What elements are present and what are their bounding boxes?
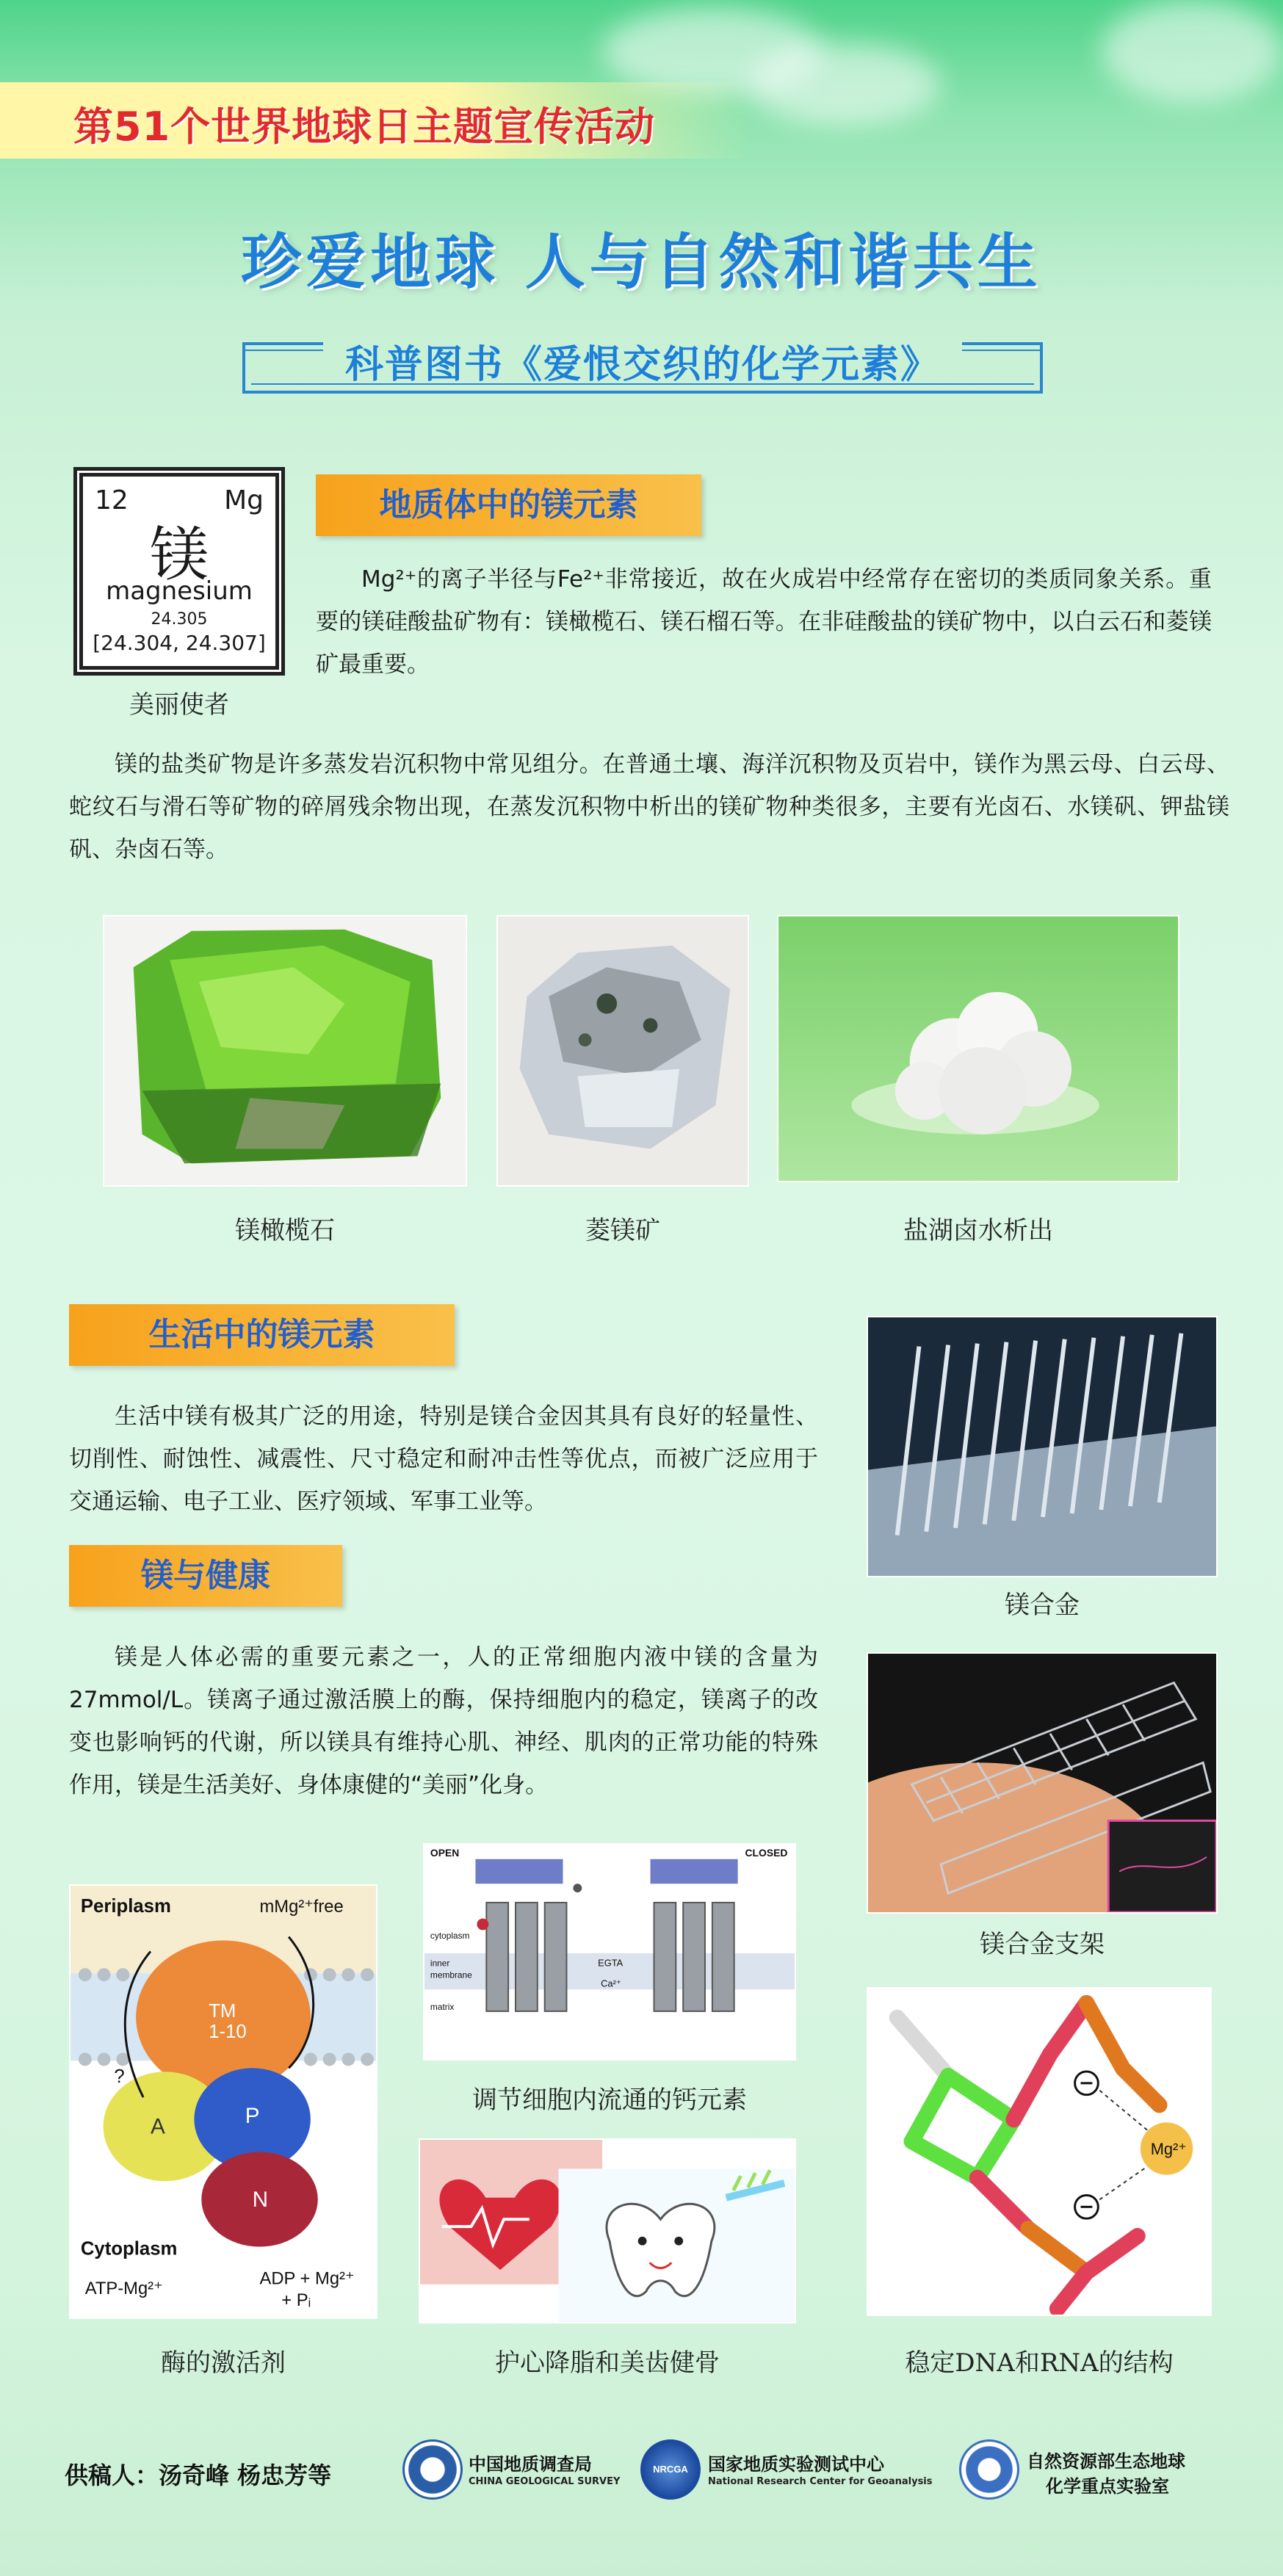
photo-caption: 菱镁矿: [585, 1216, 660, 1245]
label-matrix: matrix: [430, 2001, 455, 2012]
atomic-number: 12: [95, 485, 129, 515]
label-closed: CLOSED: [745, 1846, 788, 1859]
element-symbol: Mg: [224, 485, 264, 515]
alloy-caption: 镁合金: [1005, 1591, 1080, 1620]
label-inner: inner: [430, 1958, 450, 1969]
enzyme-caption: 酶的激活剂: [161, 2348, 286, 2378]
section-heading-health: [69, 1545, 342, 1607]
org-lab-name-line2: 化学重点实验室: [1046, 2476, 1169, 2497]
photo-caption: 镁橄榄石: [235, 1216, 335, 1245]
geology-paragraph-1: Mg²⁺的离子半径与Fe²⁺非常接近，故在火成岩中经常存在密切的类质同象关系。重要的镁硅酸盐矿物有：镁橄榄石、镁石榴石等。在非硅酸盐的镁矿物中，以白云石和菱镁矿最重要。: [316, 566, 1212, 678]
element-name: magnesium: [106, 576, 253, 606]
event-banner: [0, 82, 749, 159]
label-cytoplasm: Cytoplasm: [80, 2238, 178, 2260]
heart-teeth-caption: 护心降脂和美齿健骨: [495, 2348, 720, 2378]
section-heading-life: [69, 1304, 455, 1366]
org-nrcga-english: National Research Center for Geoanalysis: [708, 2476, 933, 2487]
label-domain-p: P: [245, 2103, 260, 2128]
label-egta: EGTA: [598, 1957, 624, 1969]
periodic-element-tile: [79, 473, 279, 670]
section-heading-text: 镁与健康: [141, 1557, 270, 1594]
subtitle-frame: [242, 323, 1043, 397]
page-subtitle: 科普图书《爱恨交织的化学元素》: [344, 343, 940, 387]
label-unknown: ?: [114, 2066, 125, 2088]
label-atp: ATP-Mg²⁺: [84, 2279, 163, 2299]
contributors: 供稿人：汤奇峰 杨忠芳等: [65, 2461, 332, 2489]
photo-alloy-stent: [867, 1652, 1218, 1914]
label-domain-n: N: [252, 2187, 269, 2213]
cgs-logo: [402, 2439, 463, 2500]
label-open: OPEN: [430, 1846, 460, 1859]
label-calcium: Ca²⁺: [601, 1978, 621, 1989]
org-cgs-english: CHINA GEOLOGICAL SURVEY: [469, 2476, 621, 2487]
label-domain-a: A: [150, 2114, 165, 2139]
element-chinese-name: 镁: [150, 521, 209, 589]
lab-logo: [959, 2439, 1019, 2500]
label-adp: ADP + Mg²⁺: [259, 2268, 355, 2289]
dna-caption: 稳定DNA和RNA的结构: [905, 2348, 1174, 2378]
photo-magnesite: [496, 915, 749, 1187]
label-cytoplasm: cytoplasm: [430, 1931, 470, 1942]
label-periplasm: Periplasm: [80, 1895, 171, 1917]
label-mg-ion: Mg²⁺: [1150, 2139, 1187, 2158]
cloud-decoration: [1102, 0, 1283, 103]
photo-salt-lake: [777, 915, 1179, 1182]
org-cgs-name: 中国地质调查局: [469, 2454, 592, 2475]
life-paragraph: 生活中镁有极其广泛的用途，特别是镁合金因其具有良好的轻量性、切削性、耐蚀性、减震性、尺寸稳定和耐冲击性等优点，而被广泛应用于交通运输、电子工业、医疗领域、军事工业等。: [69, 1403, 818, 1515]
label-tm: TM 1-10: [209, 2000, 247, 2043]
photo-forsterite: [103, 915, 467, 1187]
cloud-decoration: [749, 44, 940, 125]
diagram-dna-rna-structure: [867, 1987, 1212, 2316]
label-membrane: membrane: [430, 1969, 472, 1980]
stent-caption: 镁合金支架: [980, 1930, 1105, 1959]
photo-caption: 盐湖卤水析出: [903, 1216, 1053, 1245]
diagram-enzyme-activator: [69, 1884, 377, 2319]
org-nrcga-name: 国家地质实验测试中心: [708, 2454, 884, 2475]
photo-magnesium-alloy: [867, 1316, 1218, 1577]
section-heading-text: 地质体中的镁元素: [379, 486, 638, 524]
geology-paragraph-2: 镁的盐类矿物是许多蒸发岩沉积物中常见组分。在普通土壤、海洋沉积物及页岩中，镁作为黑云母、白云母、蛇纹石与滑石等矿物的碎屑残余物出现，在蒸发沉积物中析出的镁矿物种类很多，主要有光卤石、水镁矾、钾盐镁矾、杂卤石等。: [69, 751, 1229, 863]
subtitle-line: [242, 391, 1043, 394]
label-pi: + Pᵢ: [281, 2290, 311, 2311]
org-lab-name-line1: 自然资源部生态地球: [1027, 2451, 1185, 2472]
section-heading-geology: [316, 474, 701, 536]
label-mg-free: mMg²⁺free: [259, 1896, 344, 1917]
health-paragraph: 镁是人体必需的重要元素之一，人的正常细胞内液中镁的含量为27mmol/L。镁离子通过激活膜上的酶，保持细胞内的稳定，镁离子的改变也影响钙的代谢，所以镁具有维持心肌、神经、肌肉的正常功能的特殊作用，镁是生活美好、身体康健的“美丽”化身。: [69, 1644, 818, 1798]
page-title: 珍爱地球 人与自然和谐共生: [241, 228, 1042, 297]
calcium-caption: 调节细胞内流通的钙元素: [472, 2085, 747, 2115]
element-caption: 美丽使者: [129, 690, 229, 720]
nrcga-logo: [640, 2439, 701, 2500]
atomic-mass-range: [24.304, 24.307]: [93, 631, 266, 655]
atomic-mass: 24.305: [151, 610, 208, 629]
photo-heart-teeth: [419, 2138, 796, 2323]
diagram-calcium-channel: [423, 1843, 796, 2061]
event-banner-text: 第51个世界地球日主题宣传活动: [73, 104, 656, 150]
section-heading-text: 生活中的镁元素: [148, 1316, 375, 1353]
nrcga-badge: NRCGA: [653, 2464, 688, 2475]
